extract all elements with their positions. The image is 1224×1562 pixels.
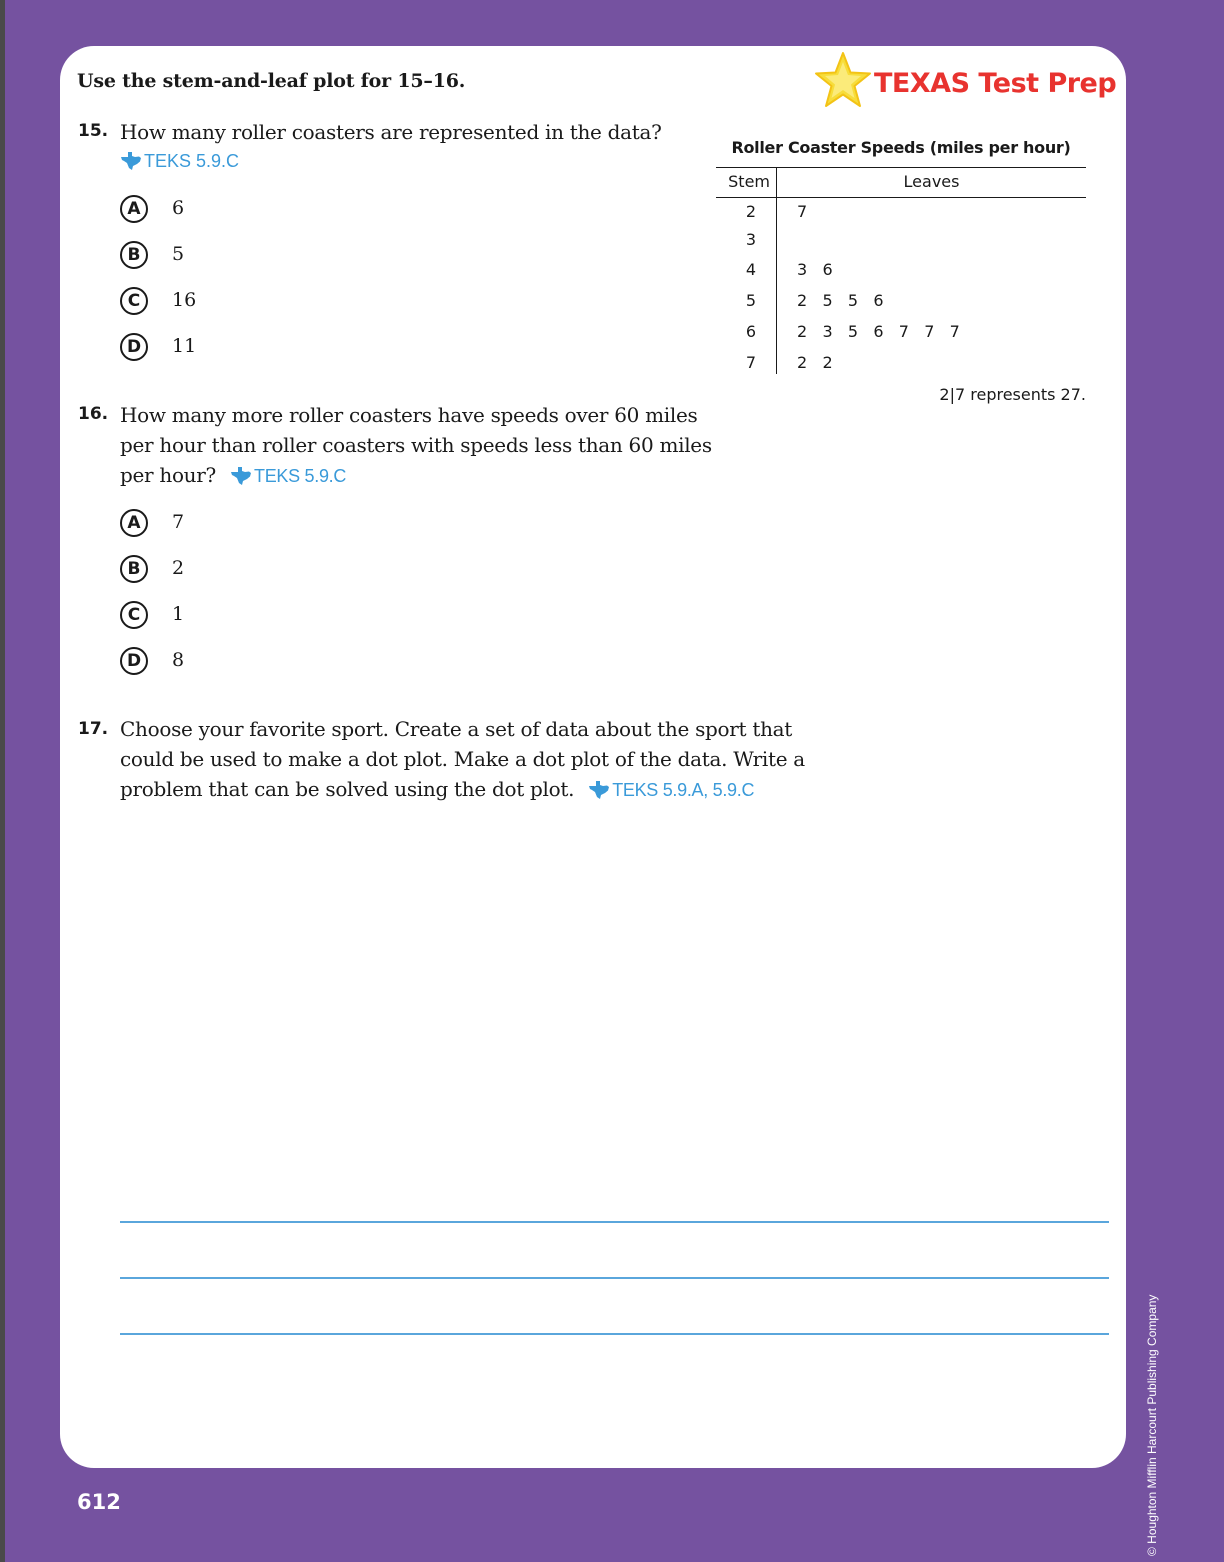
option-value: 8 [172,649,185,671]
question-text: could be used to make a dot plot. Make a dot plot of the data. Write a [120,747,805,771]
texas-icon [230,467,252,485]
option-letter: D [120,333,148,361]
answer-line[interactable] [120,1333,1109,1335]
option-letter: A [120,195,148,223]
teks-tag [230,466,346,486]
question-text-end: problem that can be solved using the dot plot. [120,777,575,801]
option-letter: D [120,647,148,675]
answer-line[interactable] [120,1277,1109,1279]
plot-row [716,230,1086,254]
texas-icon [120,152,142,170]
question-number: 16. [78,404,109,424]
teks-tag [120,151,239,172]
option-value: 6 [172,197,185,219]
option-letter: C [120,601,148,629]
stem-value: 3 [745,230,756,249]
plot-title: Roller Coaster Speeds (miles per hour) [731,138,1071,157]
question-number: 15. [78,121,109,141]
question-text: per hour than roller coasters with speeds less than 60 miles [120,433,712,457]
option-value: 2 [172,557,185,579]
option-letter: B [120,241,148,269]
stem-value: 6 [745,322,756,341]
stem-value: 5 [745,291,756,310]
question-text: Choose your favorite sport. Create a set of data about the sport that [120,717,793,741]
option-value: 5 [172,243,185,265]
leaf-values: 3 6 [797,260,833,279]
page-number: 612 [77,1490,121,1514]
left-edge-strip [0,0,5,1562]
plot-row [716,260,1086,284]
question-number: 17. [78,719,109,739]
question-text [120,774,754,805]
leaf-values: 2 2 [797,353,833,372]
option-letter: B [120,555,148,583]
teks-tag [588,780,754,800]
option-letter: C [120,287,148,315]
copyright-notice: © Houghton Mifflin Harcourt Publishing Company [1145,1294,1159,1556]
leaves-header: Leaves [903,172,960,191]
plot-header-rule [716,197,1086,198]
section-intro: Use the stem-and-leaf plot for 15–16. [77,70,466,92]
option-letter: A [120,509,148,537]
answer-line[interactable] [120,1221,1109,1223]
plot-row [716,202,1086,226]
stem-value: 2 [745,202,756,221]
badge-title: TEXAS Test Prep [874,68,1117,99]
teks-label: TEKS 5.9.C [254,466,347,486]
leaf-values: 2 5 5 6 [797,291,884,310]
stem-value: 7 [745,353,756,372]
question-text-end: per hour? [120,463,216,487]
plot-key: 2|7 represents 27. [939,385,1086,404]
plot-row [716,353,1086,377]
option-value: 1 [172,603,185,625]
teks-label: TEKS 5.9.A, 5.9.C [612,780,755,800]
plot-top-rule [716,167,1086,168]
texas-icon [588,781,610,799]
texas-test-prep-badge [814,50,1117,112]
plot-row [716,291,1086,315]
stem-header: Stem [728,172,770,191]
option-value: 16 [172,289,197,311]
leaf-values: 7 [797,202,808,221]
option-value: 7 [172,511,185,533]
question-text: How many roller coasters are represented in the data? [120,120,662,144]
star-icon [814,50,872,112]
option-value: 11 [172,335,197,357]
plot-row [716,322,1086,346]
stem-value: 4 [745,260,756,279]
question-text: How many more roller coasters have speeds over 60 miles [120,403,698,427]
question-text [120,460,346,491]
leaf-values: 2 3 5 6 7 7 7 [797,322,960,341]
teks-label: TEKS 5.9.C [144,151,240,171]
